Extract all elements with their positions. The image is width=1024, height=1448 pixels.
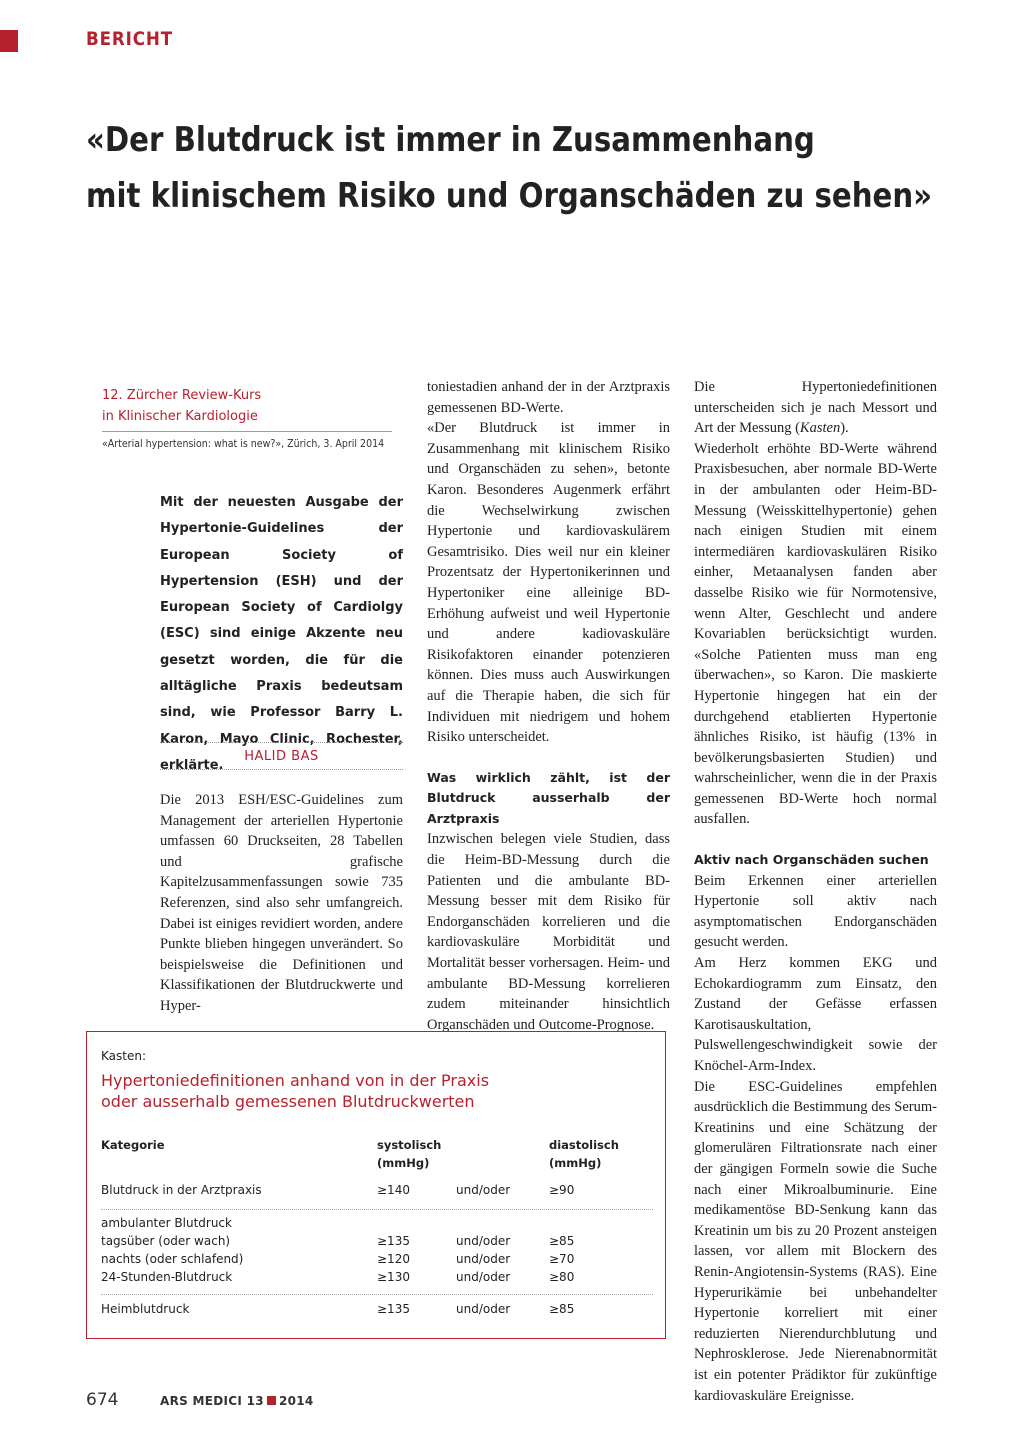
paragraph: Die 2013 ESH/ESC-Guidelines zum Management der arteriellen Hypertonie umfassen 60 Druckseiten, 28 Tabellen und grafische Kapitelzusammenfassungen sowie 735 Referenzen, sind also sehr umfangreich. Dabei ist einiges revidiert worden, andere Punkte blieben hingegen unverändert. So beispielsweise die Definitionen und Klassifikationen der Blutdruckwerte und Hyper- [160, 792, 403, 1014]
table-cell-systolic: ≥120 [377, 1252, 410, 1266]
table-cell-category: nachts (oder schlafend) [101, 1252, 244, 1266]
table-divider [101, 1209, 653, 1210]
section-marker [0, 30, 18, 52]
section-label: BERICHT [86, 28, 174, 50]
author-divider-bottom [160, 769, 403, 770]
paragraph: Die Hypertoniedefinitionen unterscheiden sich je nach Messort und Art der Messung (Kasten). [694, 379, 937, 437]
text-column-3 [694, 377, 937, 1406]
table-cell-operator: und/oder [456, 1234, 511, 1248]
box-title: Hypertoniedefinitionen anhand von in der Praxis oder ausserhalb gemessenen Blutdruckwerten [101, 1071, 490, 1111]
table-cell-category: Heimblutdruck [101, 1302, 190, 1316]
subheading: Aktiv nach Organschäden suchen [694, 852, 929, 868]
paragraph: toniestadien anhand der in der Arztpraxis gemessenen BD-Werte. [427, 379, 670, 416]
paragraph: «Der Blutdruck ist immer in Zusammenhang mit klinischem Risiko und Organschäden zu sehen», betonte Karon. Besonderes Augenmerk erfährt die Wechselwirkung zwischen Hypertonie und kardiovaskulärem Gesamtrisiko. Dies weil nur ein kleiner Prozentsatz der Hypertonikerinnen und Hypertoniker eine alleinige BD-Erhöhung aufweist und weil Hypertonie und andere kadiovaskuläre Risikofaktoren einander potenzieren können. Dies muss auch Auswirkungen auf die Therapie haben, die sich für Individuen mit niedrigem und hohem Risiko unterscheidet. [427, 420, 670, 746]
lead-paragraph: Mit der neuesten Ausgabe der Hypertonie-Guidelines der European Society of Hypertension (ESH) und der European Society of Cardiolgy (ESC) sind einige Akzente neu gesetzt worden, die für die alltägliche Praxis bedeutsam sind, wie Professor Barry L. Karon, Mayo Clinic, Rochester, erklärte. [160, 495, 403, 773]
journal-info: ARS MEDICI 13 2014 [160, 1394, 314, 1408]
table-cell-category: tagsüber (oder wach) [101, 1234, 231, 1248]
box-label: Kasten: [101, 1049, 146, 1063]
table-cell-operator: und/oder [456, 1252, 511, 1266]
conference-info [102, 385, 402, 450]
subheading: Was wirklich zählt, ist der Blutdruck ausserhalb der Arztpraxis [427, 769, 670, 826]
text-column-1 [160, 790, 403, 1017]
table-cell-operator: und/oder [456, 1270, 511, 1284]
table-cell-systolic: ≥140 [377, 1183, 410, 1197]
conference-name-1: 12. Zürcher Review-Kurs [102, 388, 262, 403]
author-name: HALID BAS [244, 749, 319, 764]
table-cell-diastolic: ≥80 [549, 1270, 575, 1284]
conference-details: «Arterial hypertension: what is new?», Zürich, 3. April 2014 [102, 437, 385, 450]
table-cell-systolic: ≥135 [377, 1234, 410, 1248]
paragraph: Wiederholt erhöhte BD-Werte während Praxisbesuchen, aber normale BD-Werte in der ambulanten oder Heim-BD-Messung (Weisskittelhypertonie) gehen nach einigen Studien mit einem intermediären kardiovaskulären Risiko einher, Metaanalysen fanden aber dasselbe Risiko wie für Normotensive, wenn Alter, Geschlecht und andere Kovariablen berücksichtigt wurden. «Solche Patienten muss man eng überwachen», so Karon. Die maskierte Hypertonie hingegen hat ein der durchgehend etablierten Hypertonie ähnliches Risiko, ist häufig (13% in bevölkerungsbasierten Studien) und wahrscheinlicher, wenn die in der Praxis gemessenen BD-Werte hoch normal ausfallen. [694, 440, 937, 828]
table-divider [101, 1294, 653, 1295]
paragraph: Beim Erkennen einer arteriellen Hypertonie soll aktiv nach asymptomatischen Endorganschäden gesucht werden. [694, 872, 937, 951]
conference-divider [102, 431, 392, 432]
table-header-diastolic: diastolisch (mmHg) [549, 1138, 619, 1170]
page-number: 674 [86, 1390, 119, 1410]
table-cell-systolic: ≥130 [377, 1270, 410, 1284]
title-line-1: «Der Blutdruck ist immer in Zusammenhang [86, 120, 815, 160]
table-header-kategorie: Kategorie [101, 1138, 165, 1152]
table-cell-diastolic: ≥70 [549, 1252, 575, 1266]
table-cell-category: ambulanter Blutdruck [101, 1216, 232, 1230]
table-cell-category: Blutdruck in der Arztpraxis [101, 1183, 262, 1197]
table-cell-systolic: ≥135 [377, 1302, 410, 1316]
table-cell-operator: und/oder [456, 1302, 511, 1316]
paragraph: Am Herz kommen EKG und Echokardiogramm zum Einsatz, den Zustand der Gefässe erfassen Karotisauskultation, Pulswellengeschwindigkeit sowie der Knöchel-Arm-Index. [694, 955, 937, 1074]
table-cell-diastolic: ≥85 [549, 1302, 575, 1316]
paragraph: Die ESC-Guidelines empfehlen ausdrücklich die Bestimmung des Serum-Kreatinins und eine Schätzung der glomerulären Filtrationsrate nach einer der gängigen Formeln sowie die Suche nach einer Mikroalbuminurie. Eine medikamentöse BD-Senkung kann das Kreatinin um bis zu 20 Prozent ansteigen lassen, vor allem mit Blockern des Renin-Angiotensin-Systems (RAS). Eine Hyperurikämie bei unbehandelter Hypertonie korreliert mit einer reduzierten Nierendurchblutung und Nephrosklerose. Jede Nierenabnormität ist ein potenter Prädiktor für zukünftige kardiovaskuläre Ereignisse. [694, 1078, 937, 1404]
table-cell-diastolic: ≥90 [549, 1183, 575, 1197]
title-line-2: mit klinischem Risiko und Organschäden zu sehen» [86, 176, 933, 216]
text-column-2 [427, 377, 670, 1035]
conference-name-2: in Klinischer Kardiologie [102, 409, 258, 424]
separator-square-icon [267, 1396, 276, 1405]
table-cell-category: 24-Stunden-Blutdruck [101, 1270, 233, 1284]
table-cell-diastolic: ≥85 [549, 1234, 575, 1248]
table-header-systolic: systolisch (mmHg) [377, 1138, 442, 1170]
article-title [86, 112, 933, 224]
info-box [86, 1031, 666, 1339]
table-cell-operator: und/oder [456, 1183, 511, 1197]
author-block [160, 742, 403, 770]
paragraph: Inzwischen belegen viele Studien, dass die Heim-BD-Messung durch die Patienten und die ambulante BD-Messung besser mit dem Risiko für Endorganschäden korrelieren und die kardiovaskuläre Morbidität und Mortalität besser vorhersagen. Heim- und ambulante BD-Messung korrelieren zudem miteinander hinsichtlich Organschäden und Outcome-Prognose. [427, 831, 670, 1033]
